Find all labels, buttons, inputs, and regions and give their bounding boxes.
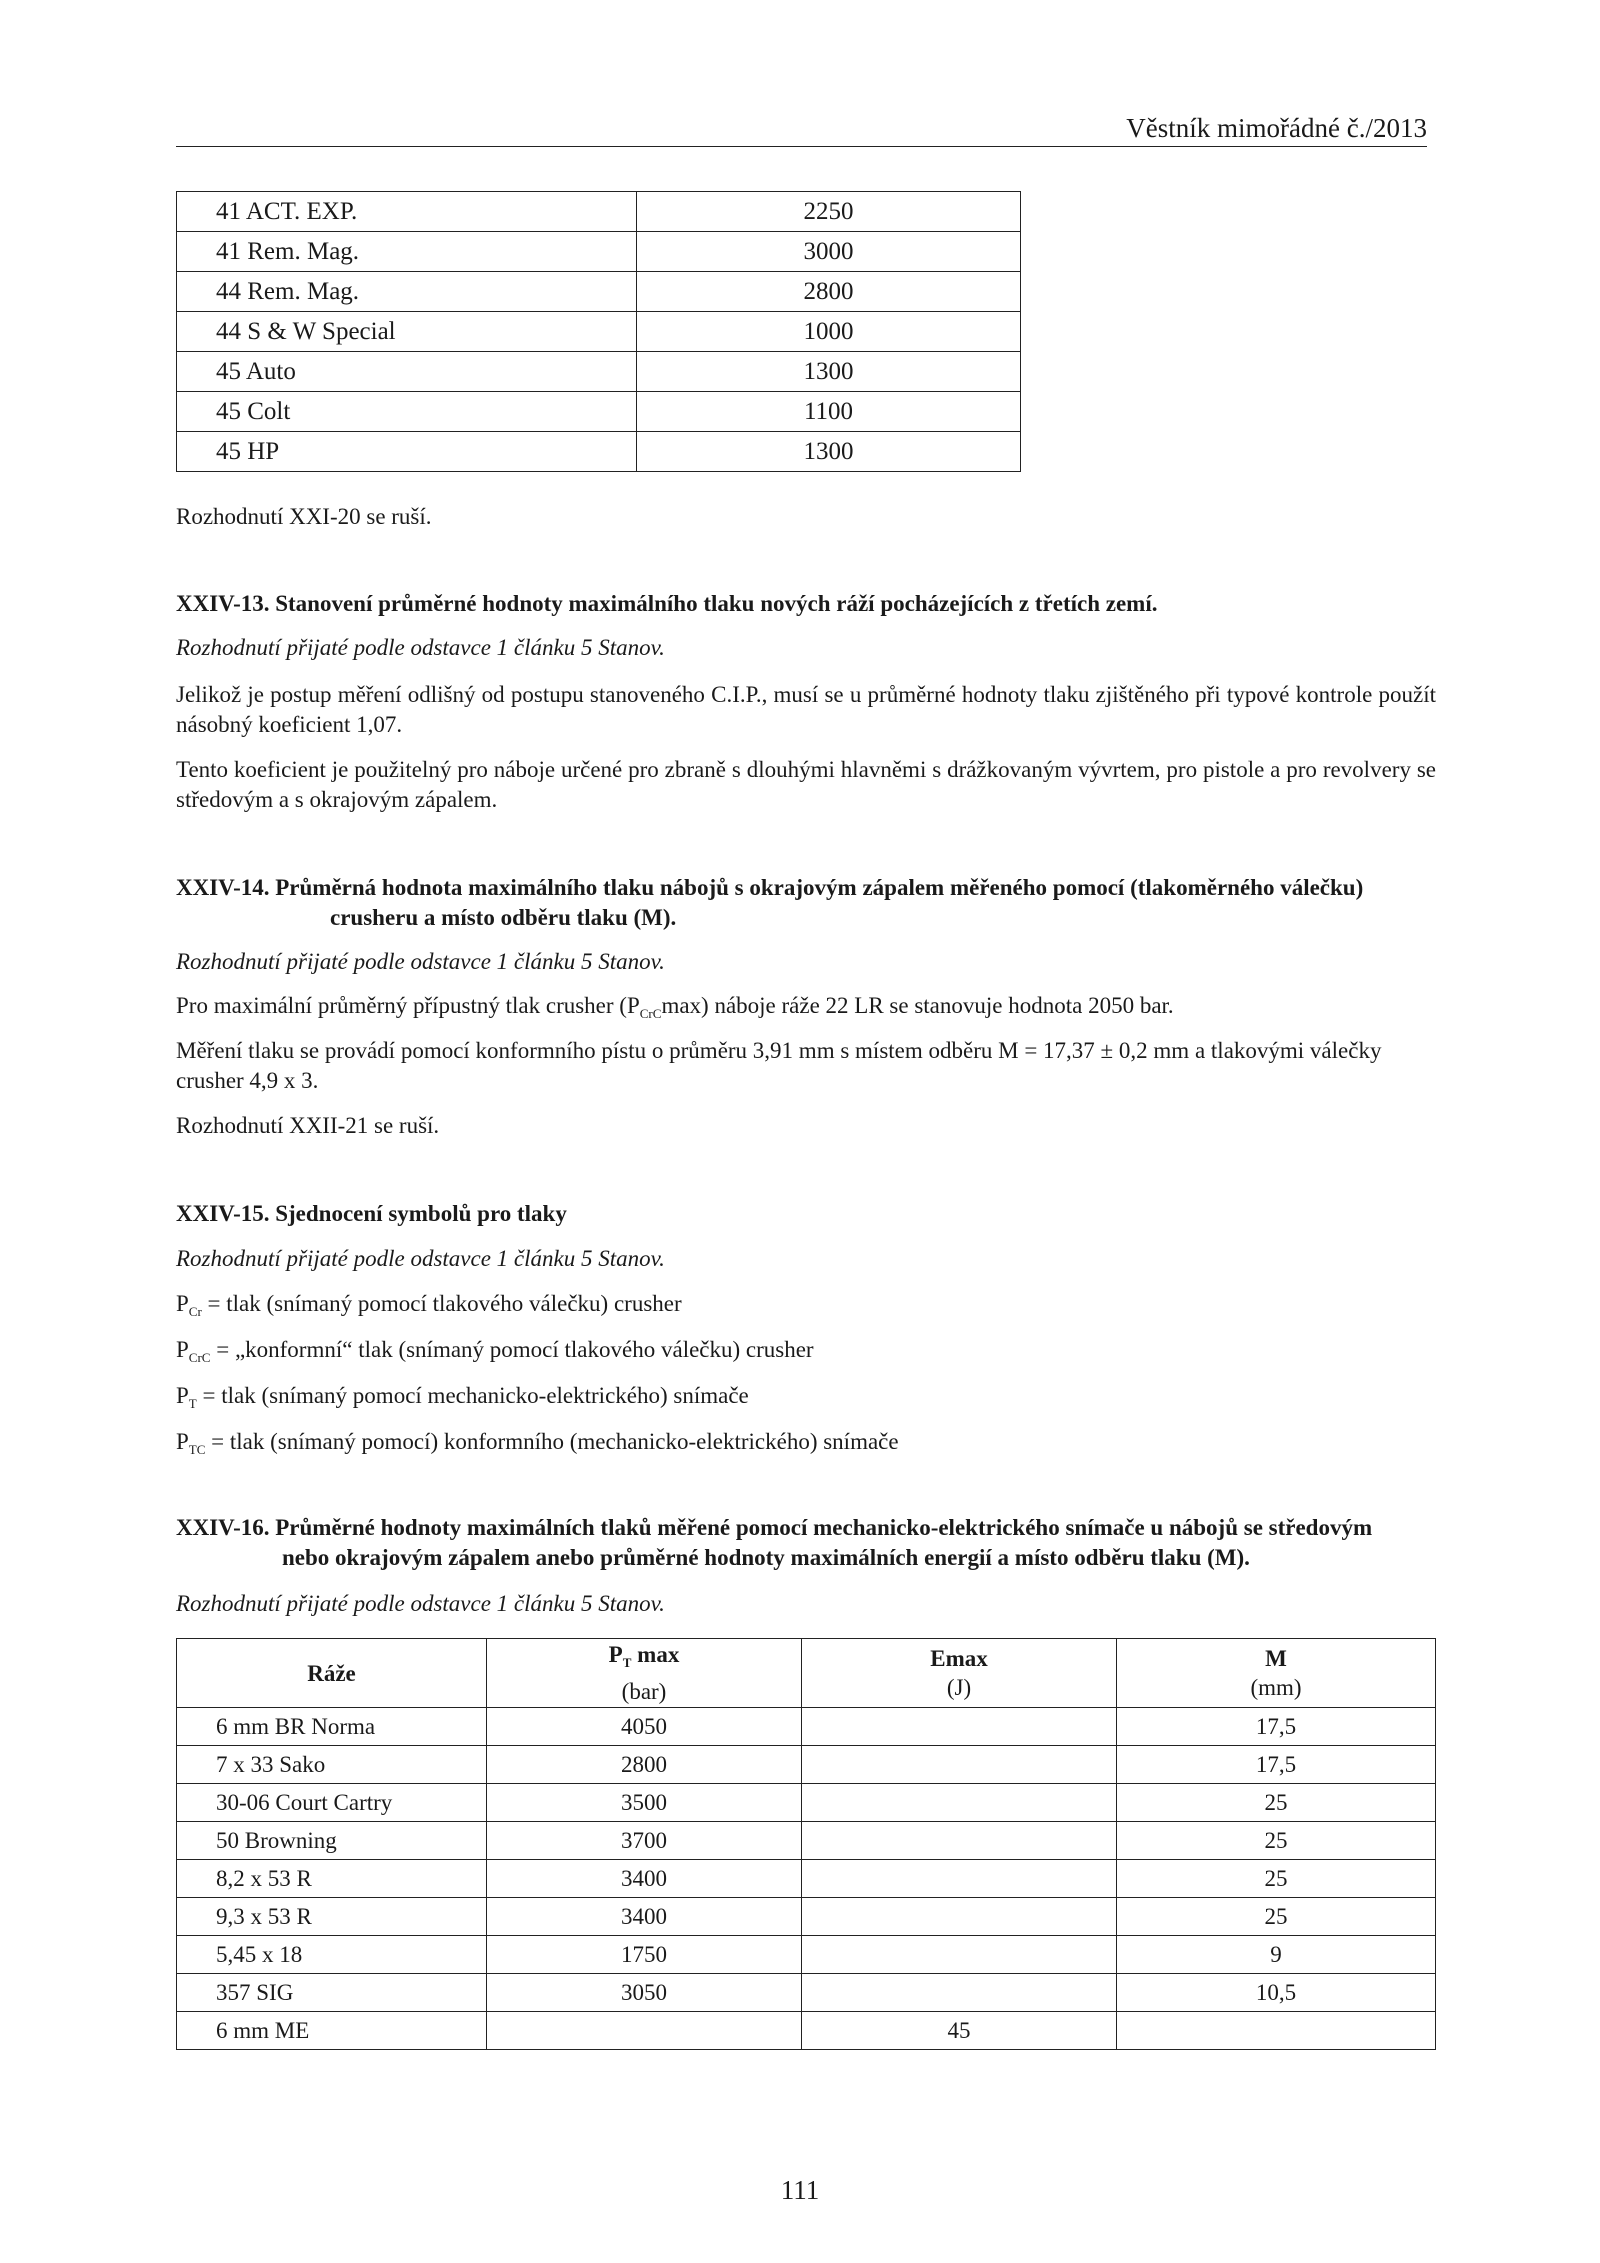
symbol-description: = tlak (snímaný pomocí mechanicko-elektrického) snímače bbox=[196, 1383, 749, 1408]
paragraph-text: Pro maximální průměrný přípustný tlak crusher (P bbox=[176, 993, 640, 1018]
caliber-cell: 6 mm ME bbox=[177, 2012, 487, 2050]
subscript: T bbox=[622, 1655, 632, 1670]
caliber-cell: 9,3 x 53 R bbox=[177, 1898, 487, 1936]
section-xxiv13-paragraph-1: Jelikož je postup měření odlišný od postupu stanoveného C.I.P., musí se u průměrné hodnoty tlaku zjištěného při typové kontrole použít násobný koeficient 1,07. bbox=[176, 682, 1436, 737]
header-unit: (mm) bbox=[1250, 1675, 1302, 1700]
section-xxiv14-paragraph-2: Měření tlaku se provádí pomocí konformního pístu o průměru 3,91 mm s místem odběru M = 17,37 ± 0,2 mm a tlakovými válečky crusher 4,9 x 3. bbox=[176, 1038, 1382, 1093]
section-xxiv15-heading: XXIV-15. Sjednocení symbolů pro tlaky bbox=[176, 1201, 567, 1226]
header-pt-max bbox=[487, 1639, 802, 1708]
header-unit: (bar) bbox=[621, 1679, 667, 1704]
caliber-cell: 7 x 33 Sako bbox=[177, 1746, 487, 1784]
table-row bbox=[177, 1936, 1436, 1974]
section-xxiv15-adopted: Rozhodnutí přijaté podle odstavce 1 článku 5 Stanov. bbox=[176, 1246, 665, 1271]
subscript: TC bbox=[188, 1442, 206, 1457]
section-xxiv14-paragraph-3: Rozhodnutí XXII-21 se ruší. bbox=[176, 1113, 440, 1138]
emax-cell bbox=[802, 1746, 1117, 1784]
table-row bbox=[177, 1708, 1436, 1746]
emax-cell bbox=[802, 1822, 1117, 1860]
caliber-cell: 6 mm BR Norma bbox=[177, 1708, 487, 1746]
table-row bbox=[177, 312, 1021, 352]
caliber-cell: 44 S & W Special bbox=[177, 312, 637, 352]
value-cell: 2800 bbox=[637, 272, 1021, 312]
section-xxiv16-adopted: Rozhodnutí přijaté podle odstavce 1 článku 5 Stanov. bbox=[176, 1591, 665, 1616]
section-xxiv14-paragraph-1 bbox=[176, 991, 1436, 1029]
table-row bbox=[177, 1784, 1436, 1822]
subscript: CrC bbox=[639, 1006, 662, 1021]
table-row bbox=[177, 192, 1021, 232]
value-cell: 3000 bbox=[637, 232, 1021, 272]
header-text: max bbox=[631, 1642, 680, 1667]
table-row bbox=[177, 2012, 1436, 2050]
header-text: P bbox=[608, 1642, 623, 1667]
caliber-cell: 5,45 x 18 bbox=[177, 1936, 487, 1974]
m-cell: 25 bbox=[1117, 1860, 1436, 1898]
emax-cell bbox=[802, 1898, 1117, 1936]
table-row bbox=[177, 352, 1021, 392]
emax-cell bbox=[802, 1708, 1117, 1746]
pt-max-cell: 2800 bbox=[487, 1746, 802, 1784]
symbol-description: = „konformní“ tlak (snímaný pomocí tlakového válečku) crusher bbox=[210, 1337, 814, 1362]
header-emax bbox=[802, 1639, 1117, 1708]
section-xxiv16-heading-line2: nebo okrajovým zápalem anebo průměrné hodnoty maximálních energií a místo odběru tlaku (M). bbox=[282, 1545, 1250, 1570]
pt-max-cell: 3500 bbox=[487, 1784, 802, 1822]
m-cell: 17,5 bbox=[1117, 1746, 1436, 1784]
section-xxiv14-heading-line2: crusheru a místo odběru tlaku (M). bbox=[330, 905, 677, 930]
section-xxiv13-heading: XXIV-13. Stanovení průměrné hodnoty maximálního tlaku nových ráží pocházejících z třetích zemí. bbox=[176, 591, 1158, 616]
value-cell: 1300 bbox=[637, 352, 1021, 392]
m-cell bbox=[1117, 2012, 1436, 2050]
pt-max-cell: 3050 bbox=[487, 1974, 802, 2012]
table-row bbox=[177, 392, 1021, 432]
header-text: Emax bbox=[930, 1646, 988, 1671]
caliber-cell: 357 SIG bbox=[177, 1974, 487, 2012]
subscript: T bbox=[188, 1396, 197, 1411]
header-m bbox=[1117, 1639, 1436, 1708]
paragraph-text: max) náboje ráže 22 LR se stanovuje hodnota 2050 bar. bbox=[661, 993, 1174, 1018]
header-text: M bbox=[1265, 1646, 1287, 1671]
pt-max-cell: 3400 bbox=[487, 1860, 802, 1898]
m-cell: 25 bbox=[1117, 1822, 1436, 1860]
table-row bbox=[177, 432, 1021, 472]
m-cell: 17,5 bbox=[1117, 1708, 1436, 1746]
caliber-cell: 50 Browning bbox=[177, 1822, 487, 1860]
emax-cell bbox=[802, 1784, 1117, 1822]
caliber-cell: 8,2 x 53 R bbox=[177, 1860, 487, 1898]
m-cell: 9 bbox=[1117, 1936, 1436, 1974]
symbol-letter: P bbox=[176, 1337, 189, 1362]
m-cell: 10,5 bbox=[1117, 1974, 1436, 2012]
subscript: Cr bbox=[188, 1304, 202, 1319]
caliber-pressure-table bbox=[176, 191, 1021, 472]
table-row bbox=[177, 1860, 1436, 1898]
symbol-letter: P bbox=[176, 1383, 189, 1408]
section-xxiv16-heading-line1: XXIV-16. Průměrné hodnoty maximálních tlaků měřené pomocí mechanicko-elektrického snímače u nábojů se středovým bbox=[176, 1515, 1373, 1540]
caliber-cell: 44 Rem. Mag. bbox=[177, 272, 637, 312]
table-row bbox=[177, 272, 1021, 312]
note-xxi20: Rozhodnutí XXI-20 se ruší. bbox=[176, 504, 432, 529]
section-xxiv14-heading bbox=[176, 873, 1436, 933]
emax-cell bbox=[802, 1974, 1117, 2012]
value-cell: 1100 bbox=[637, 392, 1021, 432]
section-xxiv14-adopted: Rozhodnutí přijaté podle odstavce 1 článku 5 Stanov. bbox=[176, 949, 665, 974]
pt-max-cell: 3400 bbox=[487, 1898, 802, 1936]
symbol-letter: P bbox=[176, 1429, 189, 1454]
table-row bbox=[177, 1974, 1436, 2012]
symbol-description: = tlak (snímaný pomocí) konformního (mechanicko-elektrického) snímače bbox=[205, 1429, 899, 1454]
symbol-definition bbox=[176, 1427, 1436, 1465]
caliber-cell: 41 Rem. Mag. bbox=[177, 232, 637, 272]
caliber-cell: 30-06 Court Cartry bbox=[177, 1784, 487, 1822]
header-rule bbox=[176, 146, 1427, 147]
emax-cell bbox=[802, 1860, 1117, 1898]
table-header-row bbox=[177, 1639, 1436, 1708]
section-xxiv13-paragraph-2: Tento koeficient je použitelný pro náboje určené pro zbraně s dlouhými hlavněmi s drážkovaným vývrtem, pro pistole a pro revolvery se středovým a s okrajovým zápalem. bbox=[176, 757, 1436, 812]
section-xxiv13-adopted: Rozhodnutí přijaté podle odstavce 1 článku 5 Stanov. bbox=[176, 635, 665, 660]
header-title: Věstník mimořádné č./2013 bbox=[1126, 113, 1427, 143]
caliber-cell: 45 HP bbox=[177, 432, 637, 472]
pt-max-cell bbox=[487, 2012, 802, 2050]
table-row bbox=[177, 1822, 1436, 1860]
m-cell: 25 bbox=[1117, 1898, 1436, 1936]
symbol-description: = tlak (snímaný pomocí tlakového válečku) crusher bbox=[201, 1291, 682, 1316]
subscript: CrC bbox=[188, 1350, 211, 1365]
page-number: 111 bbox=[780, 2175, 820, 2205]
symbol-definition bbox=[176, 1335, 1436, 1373]
symbol-letter: P bbox=[176, 1291, 189, 1316]
m-cell: 25 bbox=[1117, 1784, 1436, 1822]
pt-max-cell: 1750 bbox=[487, 1936, 802, 1974]
value-cell: 1300 bbox=[637, 432, 1021, 472]
header-unit: (J) bbox=[946, 1675, 972, 1700]
section-xxiv16-heading bbox=[176, 1513, 1436, 1573]
caliber-cell: 45 Auto bbox=[177, 352, 637, 392]
value-cell: 1000 bbox=[637, 312, 1021, 352]
symbol-definition bbox=[176, 1381, 1436, 1419]
symbol-definition bbox=[176, 1289, 1436, 1327]
table-row bbox=[177, 232, 1021, 272]
pressure-energy-table bbox=[176, 1638, 1436, 2050]
caliber-cell: 41 ACT. EXP. bbox=[177, 192, 637, 232]
emax-cell bbox=[802, 1936, 1117, 1974]
table-row bbox=[177, 1746, 1436, 1784]
header-caliber: Ráže bbox=[177, 1639, 487, 1708]
pt-max-cell: 4050 bbox=[487, 1708, 802, 1746]
pt-max-cell: 3700 bbox=[487, 1822, 802, 1860]
table-row bbox=[177, 1898, 1436, 1936]
emax-cell: 45 bbox=[802, 2012, 1117, 2050]
caliber-cell: 45 Colt bbox=[177, 392, 637, 432]
section-xxiv14-heading-line1: XXIV-14. Průměrná hodnota maximálního tlaku nábojů s okrajovým zápalem měřeného pomocí (tlakoměrného válečku) bbox=[176, 875, 1364, 900]
value-cell: 2250 bbox=[637, 192, 1021, 232]
